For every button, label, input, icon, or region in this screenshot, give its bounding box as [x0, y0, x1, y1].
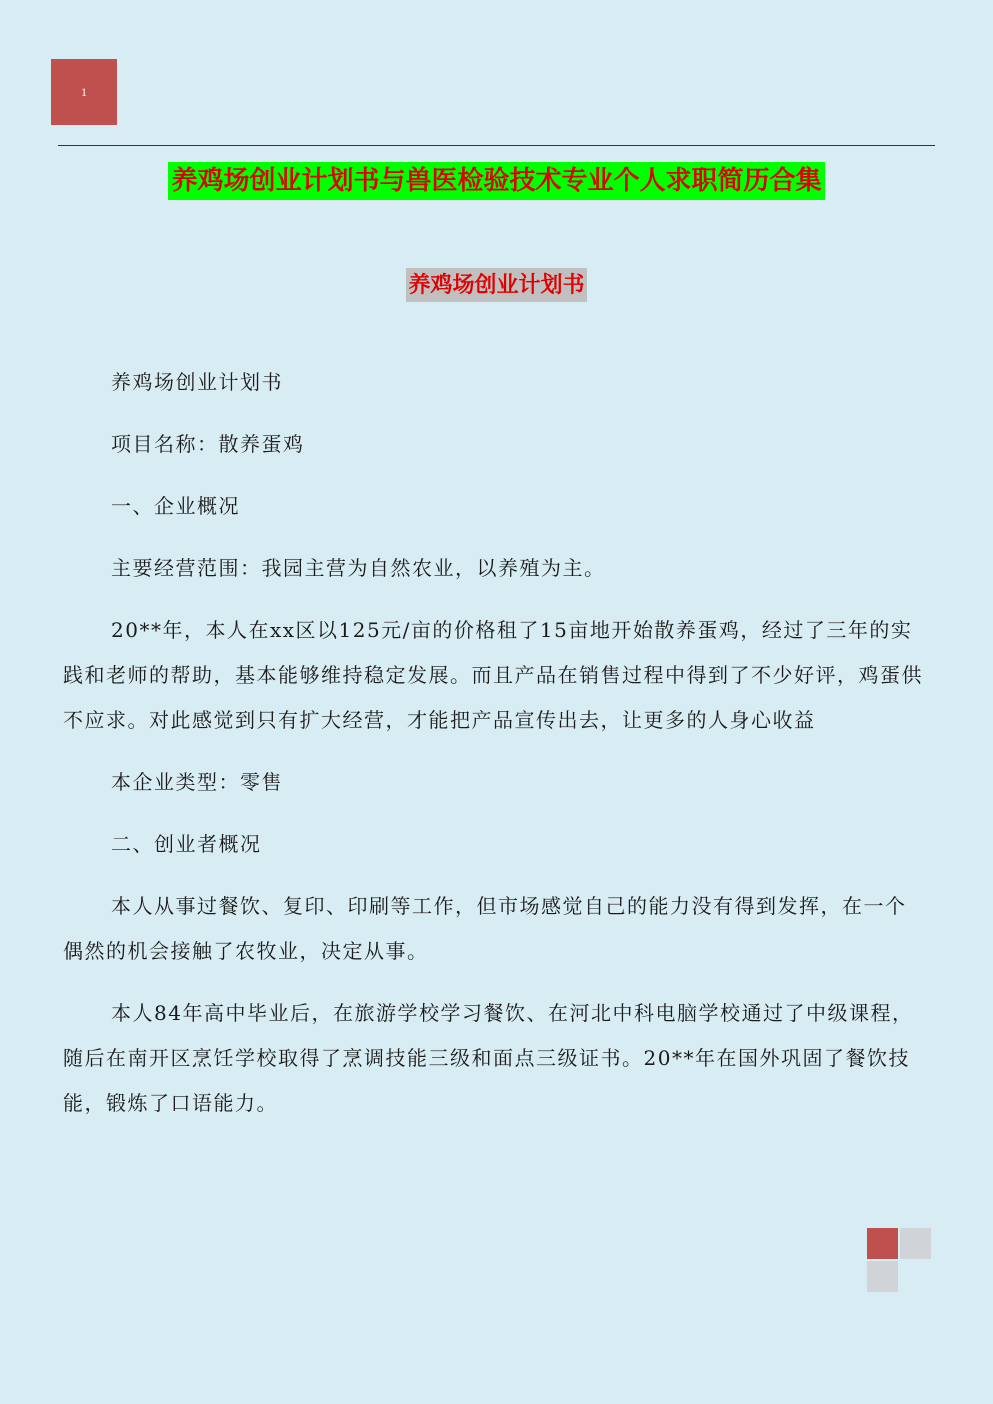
paragraph: 二、创业者概况	[111, 832, 262, 856]
paragraph: 养鸡场创业计划书	[111, 370, 283, 394]
page-number-badge	[51, 59, 117, 125]
decoration-square-gray	[900, 1228, 931, 1259]
paragraph: 项目名称：散养蛋鸡	[111, 432, 305, 456]
header-divider	[58, 145, 935, 146]
paragraph: 主要经营范围：我园主营为自然农业，以养殖为主。	[111, 556, 606, 580]
paragraph: 本企业类型：零售	[111, 770, 283, 794]
paragraph: 本人84年高中毕业后，在旅游学校学习餐饮、在河北中科电脑学校通过了中级课程，随后在南开区烹饪学校取得了烹调技能三级和面点三级证书。20**年在国外巩固了餐饮技能，锻炼了口语能力。	[63, 1001, 914, 1115]
decoration-square-red	[867, 1228, 898, 1259]
document-title: 养鸡场创业计划书与兽医检验技术专业个人求职简历合集	[168, 162, 824, 200]
paragraph: 一、企业概况	[111, 494, 240, 518]
document-body	[63, 360, 927, 1126]
document-title-container	[0, 162, 993, 200]
section-title-container	[0, 268, 993, 302]
paragraph: 20**年，本人在xx区以125元/亩的价格租了15亩地开始散养蛋鸡，经过了三年的实践和老师的帮助，基本能够维持稳定发展。而且产品在销售过程中得到了不少好评，鸡蛋供不应求。对此感觉到只有扩大经营，才能把产品宣传出去，让更多的人身心收益	[63, 618, 923, 732]
section-title: 养鸡场创业计划书	[406, 268, 586, 302]
decoration-square-gray	[867, 1261, 898, 1292]
page-number: 1	[81, 84, 87, 99]
paragraph: 本人从事过餐饮、复印、印刷等工作，但市场感觉自己的能力没有得到发挥，在一个偶然的机会接触了农牧业，决定从事。	[63, 894, 907, 963]
corner-decoration	[867, 1228, 933, 1294]
